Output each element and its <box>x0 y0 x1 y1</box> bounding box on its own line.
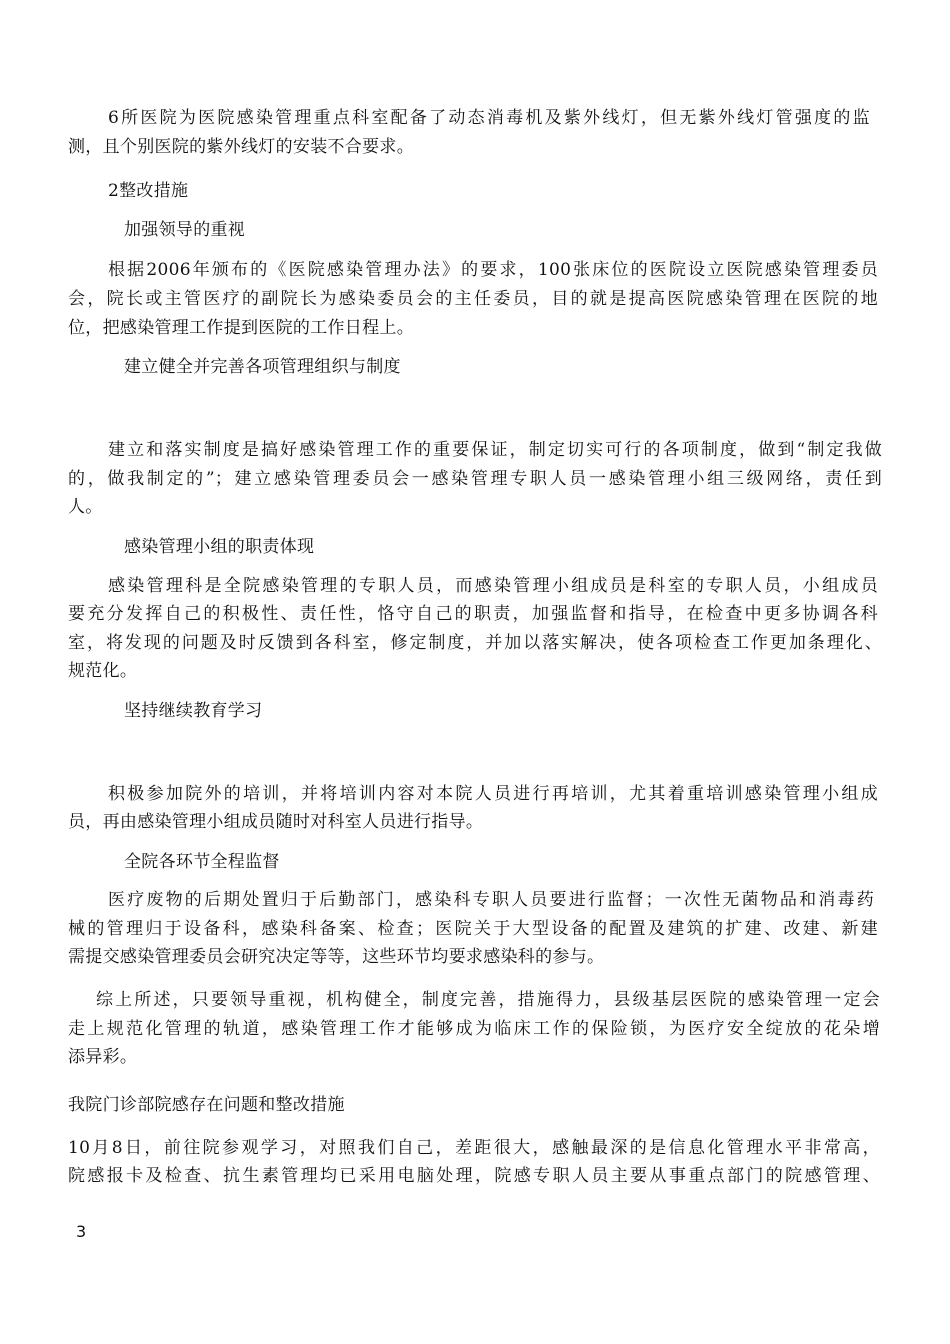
paragraph-line: 的，做我制定的”；建立感染管理委员会一感染管理专职人员一感染管理小组三级网络，责任到 <box>68 469 882 489</box>
paragraph-line: 规范化。 <box>68 661 138 681</box>
paragraph-line: 根据2006年颁布的《医院感染管理办法》的要求，100张床位的医院设立医院感染管理委员 <box>108 260 878 280</box>
paragraph-line: 人。 <box>68 497 103 517</box>
paragraph-line: 积极参加院外的培训，并将培训内容对本院人员进行再培训，尤其着重培训感染管理小组成 <box>108 784 878 804</box>
paragraph-line: 感染管理科是全院感染管理的专职人员，而感染管理小组成员是科室的专职人员，小组成员 <box>108 576 878 596</box>
paragraph-line: 要充分发挥自己的积极性、责任性，恪守自己的职责，加强监督和指导，在检查中更多协调各科 <box>68 604 878 624</box>
paragraph-line: 员，再由感染管理小组成员随时对科室人员进行指导。 <box>68 812 484 832</box>
subheading: 加强领导的重视 <box>124 220 246 240</box>
paragraph-line: 医疗废物的后期处置归于后勤部门，感染科专职人员要进行监督；一次性无菌物品和消毒药 <box>108 890 874 910</box>
section-heading: 2整改措施 <box>108 181 189 201</box>
page-number: 3 <box>76 1222 87 1241</box>
paragraph-line: 室，将发现的问题及时反馈到各科室，修定制度，并加以落实解决，使各项检查工作更加条理化、 <box>68 633 882 653</box>
subheading: 全院各环节全程监督 <box>124 852 280 872</box>
paragraph-line: 走上规范化管理的轨道，感染管理工作才能够成为临床工作的保险锁，为医疗安全绽放的花朵增 <box>68 1019 880 1039</box>
document-subtitle: 我院门诊部院感存在问题和整改措施 <box>68 1095 345 1115</box>
paragraph-line: 院感报卡及检查、抗生素管理均已采用电脑处理，院感专职人员主要从事重点部门的院感管理、 <box>68 1166 880 1186</box>
paragraph-line: 位，把感染管理工作提到医院的工作日程上。 <box>68 318 414 338</box>
subheading: 建立健全并完善各项管理组织与制度 <box>124 357 401 377</box>
subheading: 感染管理小组的职责体现 <box>124 537 315 557</box>
paragraph-line: 综上所述，只要领导重视，机构健全，制度完善，措施得力，县级基层医院的感染管理一定会 <box>96 990 880 1010</box>
subheading: 坚持继续教育学习 <box>124 701 263 721</box>
paragraph-line: 添异彩。 <box>68 1047 138 1067</box>
paragraph-line: 建立和落实制度是搞好感染管理工作的重要保证，制定切实可行的各项制度，做到“制定我做 <box>108 440 882 460</box>
paragraph-line: 械的管理归于设备科，感染科备案、检查；医院关于大型设备的配置及建筑的扩建、改建、新建 <box>68 919 878 939</box>
paragraph-line: 10月8日，前往院参观学习，对照我们自己，差距很大，感触最深的是信息化管理水平非常高， <box>68 1138 880 1158</box>
paragraph-line: 6所医院为医院感染管理重点科室配备了动态消毒机及紫外线灯，但无紫外线灯管强度的监 <box>108 108 870 128</box>
paragraph-line: 会，院长或主管医疗的副院长为感染委员会的主任委员，目的就是提高医院感染管理在医院的地 <box>68 289 878 309</box>
paragraph-line: 测，且个别医院的紫外线灯的安装不合要求。 <box>68 137 414 157</box>
paragraph-line: 需提交感染管理委员会研究决定等等，这些环节均要求感染科的参与。 <box>68 947 605 967</box>
